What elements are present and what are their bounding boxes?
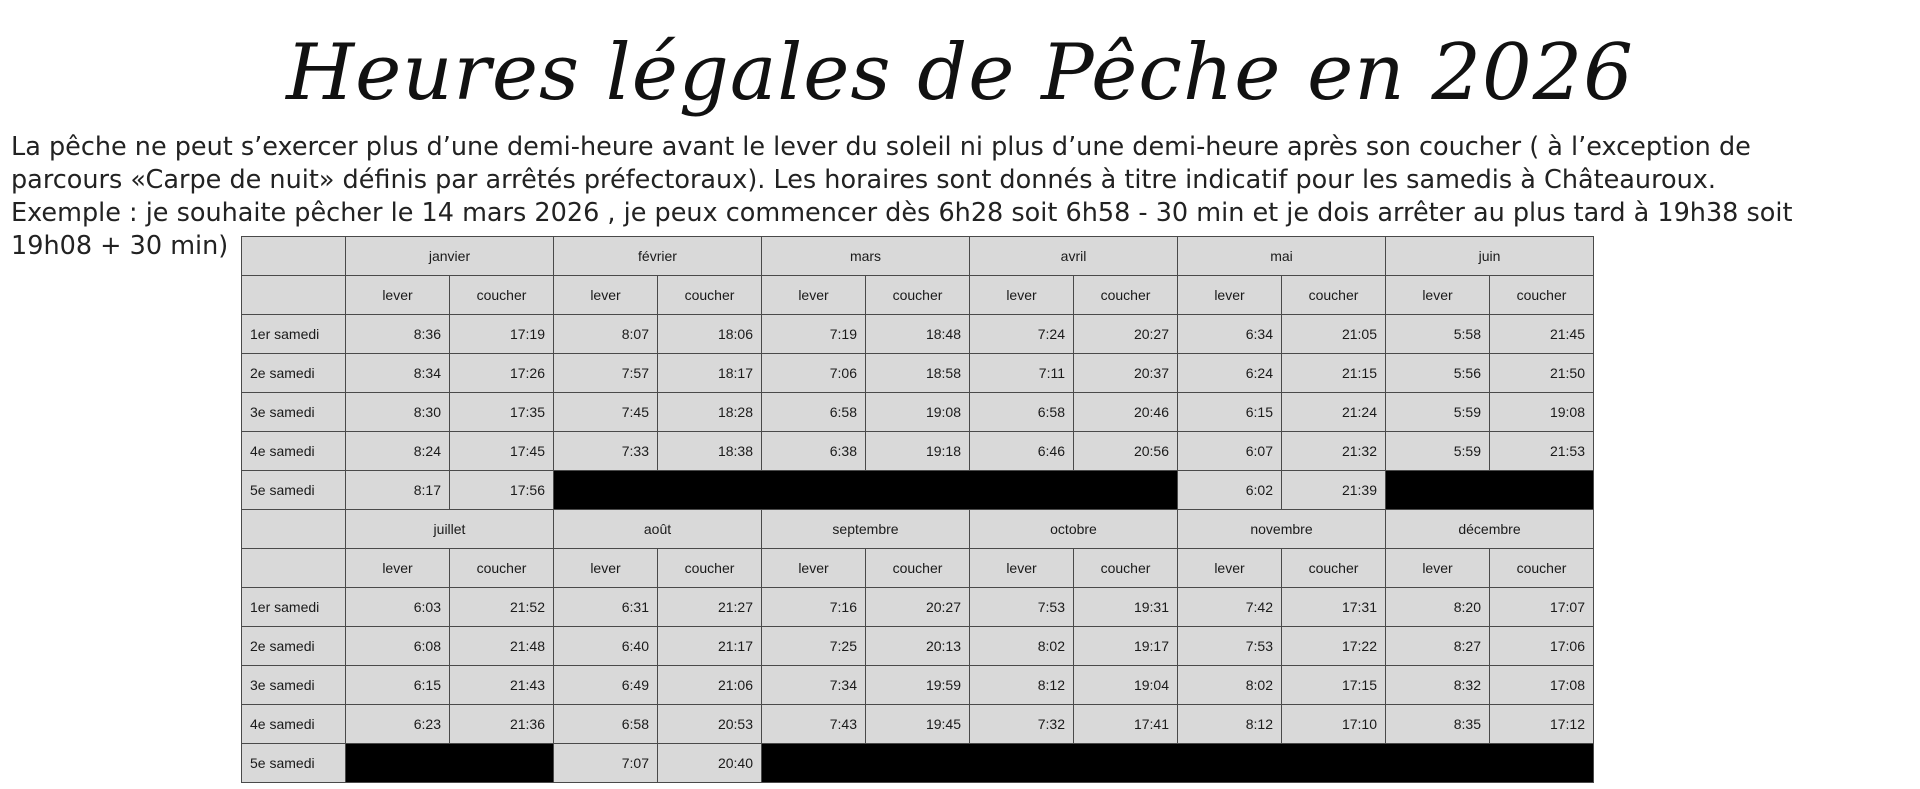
sunset-cell: 17:06 <box>1490 627 1594 666</box>
sunrise-cell: 6:34 <box>1178 315 1282 354</box>
row-label: 3e samedi <box>242 393 346 432</box>
sunrise-cell: 7:57 <box>554 354 658 393</box>
sunset-cell: 19:08 <box>1490 393 1594 432</box>
corner-cell <box>242 237 346 276</box>
table-body <box>242 237 1594 783</box>
row-label: 1er samedi <box>242 315 346 354</box>
sunset-cell: 19:04 <box>1074 666 1178 705</box>
sunrise-header: lever <box>346 549 450 588</box>
sunset-cell: 17:45 <box>450 432 554 471</box>
month-header: septembre <box>762 510 970 549</box>
sunset-cell: 17:41 <box>1074 705 1178 744</box>
sunset-cell: 21:45 <box>1490 315 1594 354</box>
sunrise-cell: 6:46 <box>970 432 1074 471</box>
sunset-header: coucher <box>1282 276 1386 315</box>
sunrise-cell: 8:17 <box>346 471 450 510</box>
sunset-cell: 18:48 <box>866 315 970 354</box>
sunset-cell: 20:27 <box>1074 315 1178 354</box>
sunset-cell: 17:12 <box>1490 705 1594 744</box>
sunrise-header: lever <box>1386 549 1490 588</box>
sunrise-cell: 7:42 <box>1178 588 1282 627</box>
sunrise-cell: 7:32 <box>970 705 1074 744</box>
sunrise-cell: 8:24 <box>346 432 450 471</box>
row-label: 2e samedi <box>242 354 346 393</box>
table-row <box>242 705 1594 744</box>
sunrise-cell: 7:45 <box>554 393 658 432</box>
sunrise-cell: 5:59 <box>1386 393 1490 432</box>
sunrise-cell: 5:59 <box>1386 432 1490 471</box>
sunset-cell: 21:24 <box>1282 393 1386 432</box>
corner-cell <box>242 276 346 315</box>
corner-cell <box>242 510 346 549</box>
row-label: 5e samedi <box>242 744 346 783</box>
sunrise-cell: 6:24 <box>1178 354 1282 393</box>
sunset-cell: 17:31 <box>1282 588 1386 627</box>
empty-block-cell <box>554 471 1178 510</box>
sunset-cell: 18:17 <box>658 354 762 393</box>
intro-line: La pêche ne peut s’exercer plus d’une demi-heure avant le lever du soleil ni plus d’une demi-heure après son coucher ( à l’exception de <box>11 132 1751 162</box>
sunset-cell: 21:48 <box>450 627 554 666</box>
sunrise-cell: 8:12 <box>1178 705 1282 744</box>
sunset-cell: 17:15 <box>1282 666 1386 705</box>
sunrise-cell: 6:23 <box>346 705 450 744</box>
fishing-hours-table <box>241 236 1594 783</box>
sunrise-cell: 7:33 <box>554 432 658 471</box>
sunrise-cell: 6:38 <box>762 432 866 471</box>
sunset-cell: 20:53 <box>658 705 762 744</box>
sunset-cell: 17:10 <box>1282 705 1386 744</box>
sunrise-cell: 8:20 <box>1386 588 1490 627</box>
sunrise-cell: 7:25 <box>762 627 866 666</box>
table-row <box>242 471 1594 510</box>
row-label: 3e samedi <box>242 666 346 705</box>
table-row <box>242 744 1594 783</box>
sunrise-header: lever <box>970 276 1074 315</box>
sunrise-header: lever <box>346 276 450 315</box>
table-row <box>242 666 1594 705</box>
sunset-header: coucher <box>658 276 762 315</box>
month-header: juin <box>1386 237 1594 276</box>
sunrise-cell: 8:34 <box>346 354 450 393</box>
sunrise-cell: 8:02 <box>970 627 1074 666</box>
sunrise-cell: 7:53 <box>970 588 1074 627</box>
sunrise-cell: 7:16 <box>762 588 866 627</box>
sunset-cell: 21:43 <box>450 666 554 705</box>
sunset-cell: 18:38 <box>658 432 762 471</box>
sunset-cell: 21:36 <box>450 705 554 744</box>
row-label: 2e samedi <box>242 627 346 666</box>
sunset-header: coucher <box>1282 549 1386 588</box>
row-label: 4e samedi <box>242 432 346 471</box>
sunset-cell: 17:07 <box>1490 588 1594 627</box>
sunset-cell: 21:53 <box>1490 432 1594 471</box>
sunrise-cell: 8:12 <box>970 666 1074 705</box>
sunset-cell: 17:19 <box>450 315 554 354</box>
sunset-cell: 19:08 <box>866 393 970 432</box>
sunrise-cell: 7:24 <box>970 315 1074 354</box>
sunrise-cell: 7:53 <box>1178 627 1282 666</box>
sunrise-header: lever <box>1178 549 1282 588</box>
sunset-cell: 20:27 <box>866 588 970 627</box>
month-header: avril <box>970 237 1178 276</box>
sunset-cell: 17:08 <box>1490 666 1594 705</box>
sunset-cell: 20:13 <box>866 627 970 666</box>
sunrise-cell: 6:40 <box>554 627 658 666</box>
month-header-row <box>242 237 1594 276</box>
sunrise-header: lever <box>762 276 866 315</box>
month-header-row <box>242 510 1594 549</box>
sunrise-cell: 6:15 <box>346 666 450 705</box>
sunset-cell: 20:56 <box>1074 432 1178 471</box>
month-header: novembre <box>1178 510 1386 549</box>
sunrise-cell: 6:49 <box>554 666 658 705</box>
sunrise-header: lever <box>554 276 658 315</box>
sunset-header: coucher <box>1490 276 1594 315</box>
sunrise-cell: 6:58 <box>762 393 866 432</box>
month-header: janvier <box>346 237 554 276</box>
sub-header-row <box>242 549 1594 588</box>
month-header: mars <box>762 237 970 276</box>
sunrise-cell: 6:03 <box>346 588 450 627</box>
sunrise-cell: 7:06 <box>762 354 866 393</box>
sunset-cell: 21:27 <box>658 588 762 627</box>
sunrise-cell: 7:34 <box>762 666 866 705</box>
table-row <box>242 588 1594 627</box>
sunset-cell: 21:05 <box>1282 315 1386 354</box>
month-header: octobre <box>970 510 1178 549</box>
sunset-header: coucher <box>866 276 970 315</box>
empty-block-cell <box>762 744 1594 783</box>
sunset-cell: 21:39 <box>1282 471 1386 510</box>
sunrise-cell: 5:58 <box>1386 315 1490 354</box>
sunset-cell: 17:35 <box>450 393 554 432</box>
sunrise-cell: 6:07 <box>1178 432 1282 471</box>
sunset-cell: 19:17 <box>1074 627 1178 666</box>
sunset-cell: 17:26 <box>450 354 554 393</box>
table-row <box>242 627 1594 666</box>
sunset-cell: 21:15 <box>1282 354 1386 393</box>
sunrise-header: lever <box>554 549 658 588</box>
sunrise-cell: 7:11 <box>970 354 1074 393</box>
sunset-header: coucher <box>1074 549 1178 588</box>
sunset-cell: 19:31 <box>1074 588 1178 627</box>
empty-block-cell <box>346 744 554 783</box>
sunset-cell: 18:06 <box>658 315 762 354</box>
sunrise-cell: 8:30 <box>346 393 450 432</box>
table-row <box>242 432 1594 471</box>
sunset-header: coucher <box>450 276 554 315</box>
sunset-header: coucher <box>1074 276 1178 315</box>
sunset-cell: 18:28 <box>658 393 762 432</box>
sunrise-cell: 6:58 <box>554 705 658 744</box>
sunrise-cell: 6:15 <box>1178 393 1282 432</box>
intro-line: 19h08 + 30 min) <box>11 231 229 261</box>
sunrise-cell: 8:07 <box>554 315 658 354</box>
month-header: juillet <box>346 510 554 549</box>
sunset-cell: 21:06 <box>658 666 762 705</box>
sunrise-cell: 6:58 <box>970 393 1074 432</box>
month-header: mai <box>1178 237 1386 276</box>
sunset-cell: 21:17 <box>658 627 762 666</box>
sunrise-cell: 8:35 <box>1386 705 1490 744</box>
sunset-header: coucher <box>866 549 970 588</box>
sunrise-cell: 8:32 <box>1386 666 1490 705</box>
empty-block-cell <box>1386 471 1594 510</box>
sunset-cell: 20:37 <box>1074 354 1178 393</box>
page-title: Heures légales de Pêche en 2026 <box>286 28 1634 118</box>
row-label: 4e samedi <box>242 705 346 744</box>
table-row <box>242 393 1594 432</box>
intro-line: Exemple : je souhaite pêcher le 14 mars 2026 , je peux commencer dès 6h28 soit 6h58 - 30 min et je dois arrêter au plus tard à 19h38 soit <box>11 198 1793 228</box>
sunrise-cell: 6:31 <box>554 588 658 627</box>
sub-header-row <box>242 276 1594 315</box>
sunset-cell: 21:32 <box>1282 432 1386 471</box>
row-label: 5e samedi <box>242 471 346 510</box>
sunrise-header: lever <box>970 549 1074 588</box>
sunrise-cell: 7:19 <box>762 315 866 354</box>
sunset-cell: 21:50 <box>1490 354 1594 393</box>
sunset-cell: 17:22 <box>1282 627 1386 666</box>
sunrise-cell: 8:27 <box>1386 627 1490 666</box>
sunset-cell: 19:59 <box>866 666 970 705</box>
sunrise-cell: 8:02 <box>1178 666 1282 705</box>
sunset-cell: 18:58 <box>866 354 970 393</box>
sunrise-cell: 8:36 <box>346 315 450 354</box>
month-header: février <box>554 237 762 276</box>
intro-line: parcours «Carpe de nuit» définis par arrêtés préfectoraux). Les horaires sont donnés à titre indicatif pour les samedis à Châteauroux. <box>11 165 1716 195</box>
sunset-cell: 17:56 <box>450 471 554 510</box>
month-header: août <box>554 510 762 549</box>
sunrise-header: lever <box>1178 276 1282 315</box>
sunset-header: coucher <box>1490 549 1594 588</box>
month-header: décembre <box>1386 510 1594 549</box>
corner-cell <box>242 549 346 588</box>
sunset-cell: 20:46 <box>1074 393 1178 432</box>
sunrise-cell: 5:56 <box>1386 354 1490 393</box>
sunset-cell: 19:45 <box>866 705 970 744</box>
sunset-cell: 19:18 <box>866 432 970 471</box>
sunrise-cell: 7:43 <box>762 705 866 744</box>
sunrise-cell: 6:02 <box>1178 471 1282 510</box>
sunset-header: coucher <box>450 549 554 588</box>
sunset-cell: 21:52 <box>450 588 554 627</box>
sunset-header: coucher <box>658 549 762 588</box>
sunrise-cell: 7:07 <box>554 744 658 783</box>
sunrise-cell: 6:08 <box>346 627 450 666</box>
sunrise-header: lever <box>762 549 866 588</box>
sunset-cell: 20:40 <box>658 744 762 783</box>
table-row <box>242 315 1594 354</box>
table-row <box>242 354 1594 393</box>
row-label: 1er samedi <box>242 588 346 627</box>
sunrise-header: lever <box>1386 276 1490 315</box>
